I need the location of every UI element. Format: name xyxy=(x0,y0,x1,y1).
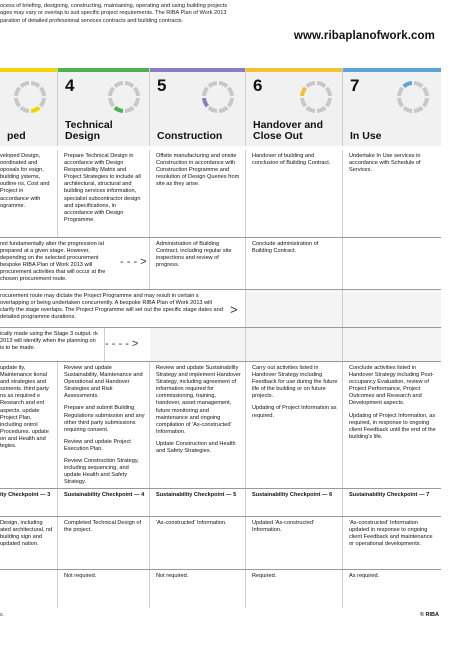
stage-title: Construction xyxy=(157,130,223,142)
ring-segment xyxy=(135,98,138,106)
cell-stage-6: Conclude administration of Building Contract. xyxy=(246,238,343,289)
stage-number: 4 xyxy=(65,76,75,95)
ring-segment xyxy=(424,88,427,96)
arrow-right-icon: - - - > xyxy=(120,256,147,268)
stage-3 xyxy=(0,68,58,146)
gov-stage-4: Not required. xyxy=(58,570,150,608)
ring-segment xyxy=(302,98,305,106)
stage-cycle-icon xyxy=(104,77,144,117)
ring-segment xyxy=(307,108,315,111)
sustainability-checkpoints-row xyxy=(0,489,441,517)
checkpoint-stage-7: Sustainability Checkpoint — 7 xyxy=(349,492,430,498)
ring-segment xyxy=(317,83,325,86)
stage-color-bar xyxy=(150,68,245,72)
stage-cycle-icon xyxy=(393,77,433,117)
programme-note: rocurement route may dictate the Project Programme and may result in certain s overlapping or being undertaken concurrently. A bespoke RIBA Plan of Work 2013 will clarify the stage overlaps. The Project Programme will set out the specific stage dates and detailed programme durations. xyxy=(0,290,246,327)
task-text: Review Construction Strategy, including sequencing, and update Health and Safety Strategy. xyxy=(64,458,139,486)
cell-stage-3: veloped Design, oordinated and oposals for esign, building ystems, outline ns, Cost and Project in accordance with ogramme. xyxy=(0,150,58,237)
page-header xyxy=(0,0,461,62)
gov-stage-6: Required. xyxy=(246,570,343,608)
stage-color-bar xyxy=(0,68,57,72)
procurement-row xyxy=(0,238,441,290)
exchange-stage-5: 'As-constructed' Information. xyxy=(150,517,246,569)
stage-color-bar xyxy=(343,68,441,72)
gov-stage-7: As required. xyxy=(349,573,380,579)
stage-title: ped xyxy=(7,130,26,142)
task-text: Review and update Sustainability, Maintenance and Operational and Handover Strategies and Risk Assessments. xyxy=(64,365,143,400)
ring-segment xyxy=(125,108,133,111)
cell-stage-6 xyxy=(246,328,343,361)
stage-6 xyxy=(246,68,343,146)
task-text: Review and update Sustainability Strategy and implement Handover Strategy, including agreement of information required for commissioning, training, handover, asset management, future monitoring and maintenance and ongoing compilation of 'As-constructed' Information. xyxy=(156,365,241,435)
stage-7 xyxy=(343,68,441,146)
task-text: Prepare and submit Building Regulations submission and any other third party submissions requiring consent. xyxy=(64,405,145,433)
ring-segment xyxy=(110,88,113,96)
cell-stage-7 xyxy=(343,362,441,488)
ring-segment xyxy=(16,98,19,106)
stage-title: In Use xyxy=(350,130,382,142)
gov-stage-3 xyxy=(0,570,58,608)
procurement-note: not fundamentally alter the progression ial prepared at a given stage. However, depending on the selected procurement bespoke RIBA Plan of Work 2013 will procurement activities that will occur at the chosen procurement route. xyxy=(0,238,150,289)
ring-segment xyxy=(135,88,138,96)
stage-header-row xyxy=(0,68,441,146)
cell-stage-7 xyxy=(343,328,441,361)
arrow-right-icon: - - - - > xyxy=(105,338,139,350)
checkpoint-stage-4: Sustainability Checkpoint — 4 xyxy=(58,489,150,516)
cell-stage-3: update ity, Maintenance tional and strategies and ssments. third party ns as required e Research and ent aspects. update Project Plan, including ontrol Procedures. update on and Health and tegies. xyxy=(0,362,58,488)
intro-text xyxy=(0,3,300,25)
exchange-stage-3: Design, including ated architectural, nd building sign and updated nation. xyxy=(0,517,58,569)
exchange-stage-6: Updated 'As-constructed' Information. xyxy=(246,517,343,569)
stage-title: Handover and Close Out xyxy=(253,119,324,142)
ring-segment xyxy=(16,88,19,96)
ring-segment xyxy=(31,108,39,111)
key-support-tasks-row xyxy=(0,362,441,489)
task-text: Conclude activities listed in Handover Strategy including Post-occupancy Evaluation, review of Project Performance, Project Outcomes and Research and Development aspects. xyxy=(349,365,434,407)
website-url[interactable]: www.ribaplanofwork.com xyxy=(293,30,435,42)
ring-segment xyxy=(115,83,123,86)
cell-stage-7 xyxy=(343,290,441,327)
ring-segment xyxy=(204,88,207,96)
task-text: Review and update Project Execution Plan. xyxy=(64,438,131,452)
copyright: © RIBA xyxy=(419,612,439,618)
cell-stage-4: Prepare Technical Design in accordance with Design Responsibility Matrix and Project Strategies to include all architectural, structural and building services information, specialist subcontractor design and specifications, in accordance with Design Programme. xyxy=(58,150,150,237)
footer-note: s. xyxy=(0,612,4,618)
stage-5 xyxy=(150,68,246,146)
ring-segment xyxy=(41,98,44,106)
ring-segment xyxy=(209,108,217,111)
checkpoint-stage-6: Sustainability Checkpoint — 6 xyxy=(246,489,343,516)
stage-4 xyxy=(58,68,150,146)
stage-number: 5 xyxy=(157,76,167,95)
government-exchanges-row xyxy=(0,570,441,608)
information-exchanges-row xyxy=(0,517,441,570)
core-objectives-row xyxy=(0,150,441,238)
planning-note: ically made using the Stage 3 output. rk 2013 will identify when the planning on is to be made. xyxy=(0,328,105,361)
cell-stage-5: Offsite manufacturing and onsite Construction in accordance with Construction Programme and resolution of Design Queries from site as they arise. xyxy=(150,150,246,237)
ring-segment xyxy=(110,98,113,106)
ring-segment xyxy=(327,98,330,106)
ring-segment xyxy=(209,83,217,86)
arrow-right-icon: > xyxy=(230,302,238,317)
ring-segment xyxy=(302,88,305,96)
stage-cycle-icon xyxy=(10,77,50,117)
cell-stage-7 xyxy=(343,238,441,289)
ring-segment xyxy=(21,83,29,86)
checkpoint-stage-5: Sustainability Checkpoint — 5 xyxy=(150,489,246,516)
ring-segment xyxy=(327,88,330,96)
stage-title: Technical Design xyxy=(65,119,113,142)
cell-stage-6 xyxy=(246,290,343,327)
task-text: Carry out activities listed in Handover Strategy including Feedback for use during the future life of the building or on future projects. xyxy=(252,365,338,400)
cell-stage-5 xyxy=(150,362,246,488)
intro-line: paration of detailed professional services contracts and building contracts. xyxy=(0,17,184,24)
ring-segment xyxy=(204,98,207,106)
programme-row xyxy=(0,290,441,328)
exchange-stage-7: 'As-constructed' Information updated in response to ongoing client Feedback and maintenance or operational developments. xyxy=(349,520,433,548)
ring-segment xyxy=(404,83,412,86)
stage-number: 6 xyxy=(253,76,263,95)
intro-line: ages may vary or overlap to suit specific project requirements. The RIBA Plan of Work 2013 xyxy=(0,10,227,17)
ring-segment xyxy=(115,108,123,111)
cell-stage-6 xyxy=(246,362,343,488)
ring-segment xyxy=(399,88,402,96)
ring-segment xyxy=(399,98,402,106)
ring-segment xyxy=(414,108,422,111)
ring-segment xyxy=(424,98,427,106)
ring-segment xyxy=(41,88,44,96)
cell-stage-5 xyxy=(150,328,246,361)
ring-segment xyxy=(219,83,227,86)
ring-segment xyxy=(229,98,232,106)
stage-cycle-icon xyxy=(296,77,336,117)
ring-segment xyxy=(219,108,227,111)
planning-row xyxy=(0,328,441,362)
checkpoint-stage-3: ity Checkpoint — 3 xyxy=(0,489,58,516)
intro-line: ocess of briefing, designing, constructing, maintaining, operating and using building projects xyxy=(0,3,227,9)
ring-segment xyxy=(317,108,325,111)
cell-stage-5: Administration of Building Contract, including regular site inspections and review of progress. xyxy=(150,238,246,289)
task-text: Update Construction and Health and Safety Strategies. xyxy=(156,440,236,455)
ring-segment xyxy=(31,83,39,86)
ring-segment xyxy=(414,83,422,86)
ring-segment xyxy=(21,108,29,111)
ring-segment xyxy=(125,83,133,86)
task-text: Updating of Project Information as required. xyxy=(252,405,337,419)
cell-stage-7: Undertake In Use services in accordance with Schedule of Services. xyxy=(349,153,421,174)
exchange-stage-4: Completed Technical Design of the project. xyxy=(58,517,150,569)
ring-segment xyxy=(229,88,232,96)
ring-segment xyxy=(307,83,315,86)
cell-stage-4 xyxy=(58,362,150,488)
task-text: Updating of Project Information, as required, in response to ongoing client Feedback until the end of the building's life. xyxy=(349,412,436,440)
stage-color-bar xyxy=(58,68,149,72)
stage-cycle-icon xyxy=(198,77,238,117)
ring-segment xyxy=(404,108,412,111)
cell-stage-6: Handover of building and conclusion of Building Contract. xyxy=(246,150,343,237)
gov-stage-5: Not required. xyxy=(150,570,246,608)
stage-color-bar xyxy=(246,68,342,72)
stage-number: 7 xyxy=(350,76,360,95)
